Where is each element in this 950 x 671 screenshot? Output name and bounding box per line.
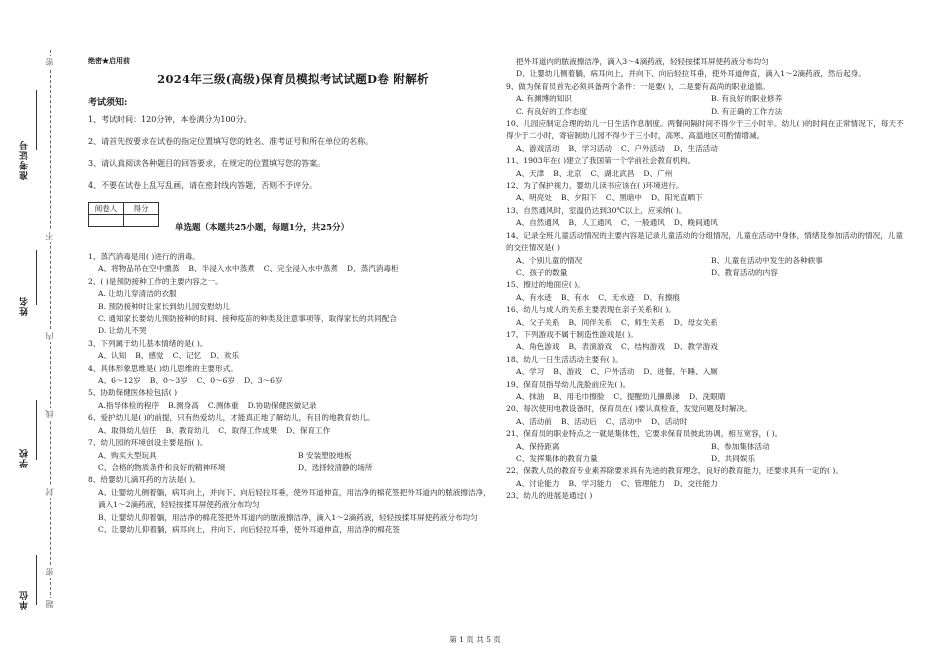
option-group [506,168,906,180]
option-group [506,478,906,490]
option-group [506,416,906,428]
answer-option: A. 有渊博的知识 [516,94,572,104]
answer-option: C、记忆 [172,351,202,361]
option-group [88,400,498,412]
option-group [506,93,906,118]
question-item [506,118,906,155]
answer-option: B、半浸入水中蒸煮 [188,264,255,274]
question-item [506,230,906,280]
answer-option: D、生活活动 [673,143,718,153]
q8-continued: 把外耳道内的脓液擦洁净，滴入3～4滴药液，轻轻按揉耳屏使药液分布均匀 [516,57,769,66]
answer-option: A.指导体检的程序 [98,400,160,410]
page-footer: 第 1 页 共 5 页 [449,635,501,644]
seal-char: 内 [45,332,54,340]
answer-option: D、欢乐 [210,351,240,361]
question-text: 15、擦过的地面应( )。 [506,280,585,290]
answer-option: B、学习能力 [568,478,613,488]
exam-number-line [36,90,37,150]
question-text: 12、为了保护视力，婴幼儿读书应该在( )环境进行。 [506,181,684,191]
q8-option-d: D、让婴幼儿侧着躺，病耳向上，并向下、向后轻拉耳垂，使外耳道伸直，滴入1～2滴药液，然后起身。 [516,69,866,79]
right-column [506,56,906,503]
answer-option: C、一般通风 [621,218,665,228]
answer-option: C. 通知家长要幼儿预防接种的时间、接种疫苗的种类及注意事项等，取得家长的共同配合 [98,314,397,324]
question-item [506,205,906,230]
option-group [88,263,498,275]
answer-option: B、学习活动 [568,143,613,153]
question-item [88,338,498,363]
answer-option: D、晚间通风 [673,218,718,228]
question-item [506,465,906,490]
seal-char: 密 [45,58,54,66]
answer-option: D、母女关系 [673,317,718,327]
seal-hint: 题 [45,600,54,608]
question-text: 14、记录全班儿童活动情况的主要内容是记录儿童活动的分组情况，儿童在活动中身体，情绪及参加活动的情况，儿童的交往情况是( ) [506,230,903,253]
question-continuation [506,56,906,81]
answer-option: B. 有良好的职业修养 [711,94,783,104]
answer-option: A、取得幼儿信任 [98,425,157,435]
question-item [88,474,498,536]
answer-option: A、让婴幼儿侧着躺，病耳向上，并向下、向后轻拉耳垂，使外耳道伸直，用洁净的棉花签把外耳道内的脓液擦洁净，滴入1～2滴药液，轻轻按揉耳屏使药液分布均匀 [98,487,491,510]
answer-option: B、人工通风 [568,218,613,228]
answer-option: C、孩子的数量 [516,267,568,277]
notice-item: 4、不要在试卷上乱写乱画，请在密封线内答题，否则不予评分。 [88,181,318,190]
notice-item: 2、请首先按要求在试卷的指定位置填写您的姓名、准考证号和所在单位的名称。 [88,137,374,146]
label-exam-number: 准考证号 [20,140,30,180]
question-item [88,387,498,412]
answer-option: A、父子关系 [516,317,560,327]
answer-option: C、无水迹 [598,292,635,302]
option-group [506,255,906,280]
answer-option: C、户外活动 [590,367,635,377]
question-list-left [88,251,498,536]
question-text: 5、协助保健医体检包括( ) [88,388,178,398]
answer-option: D.协助保健医做记录 [247,400,317,410]
answer-option: A、抹油 [516,391,545,401]
question-item [506,403,906,428]
answer-option: D、进餐、午睡、入厕 [643,367,718,377]
label-name: 姓名 [20,296,30,316]
answer-option: B、游戏 [553,367,582,377]
option-group [88,350,498,362]
question-item [88,363,498,388]
question-item [506,490,906,502]
notice-item: 3、请认真阅读各种题目的回答要求，在规定的位置填写您的答案。 [88,159,326,168]
name-line [36,250,37,305]
question-text: 16、幼儿与成人的关系主要表现在亲子关系和( )。 [506,305,676,315]
answer-option: C、管理能力 [621,478,665,488]
question-text: 11、1903年在( )建立了我国第一个学前社会教育机构。 [506,156,696,166]
option-group [506,143,906,155]
option-group [88,487,498,537]
answer-option: C、湖北武昌 [590,168,635,178]
answer-option: A、6～12岁 [98,376,141,386]
answer-option: D、有擦痕 [643,292,680,302]
answer-option: A、有水迹 [516,292,552,302]
question-text: 19、保育员指导幼儿洗脸前应先( )。 [506,379,631,389]
option-group [506,391,906,403]
question-text: 17、下列游戏不属于制造性游戏是( )。 [506,329,638,339]
option-group [506,217,906,229]
question-item [506,81,906,118]
answer-option: D、交往能力 [673,478,718,488]
answer-option: D. 有正确的工作方法 [711,106,783,116]
question-text: 7、幼儿园的环境创设主要是指( )。 [88,438,208,448]
score-cell[interactable] [124,215,159,227]
exam-title: 2024年三级(高级)保育员模拟考试试题D卷 附解析 [157,72,429,86]
option-group [88,288,498,338]
option-group [506,192,906,204]
answer-option: D、教学游戏 [673,342,718,352]
seal-char: 线 [45,410,54,418]
answer-option: C、完全浸入水中蒸煮 [263,264,338,274]
option-group [88,450,498,475]
answer-option: A、活动前 [516,416,552,426]
question-text: 10、儿园应制定合理的幼儿一日生活作息制度。两餐间隔时间不得少于三小时半。幼儿( )的时间在正常情况下，每天不得少于二小时，寄宿制幼儿园不得少于三小时，高寒、高温地区可酌情增减。 [506,119,904,141]
secret-mark: 绝密★启用前 [88,56,130,65]
question-item [506,180,906,205]
answer-option: A、将物品吊在空中熏蒸 [98,264,180,274]
binding-margin [0,0,72,671]
reviewer-header: 阅卷人 [89,203,124,215]
option-group [506,292,906,304]
question-item [506,155,906,180]
answer-option: C、合格的物质条件和良好的精神环境 [98,462,226,472]
answer-option: A、明亮处 [516,193,552,203]
answer-option: C、提醒幼儿擤鼻涕 [613,391,680,401]
answer-option: A、保持距离 [516,441,560,451]
answer-option: A、自然通风 [516,218,560,228]
answer-option: C、活动中 [605,416,643,426]
question-text: 18、幼儿一日生活活动主要有( )。 [506,354,623,364]
option-group [506,366,906,378]
answer-option: A、游戏活动 [516,143,560,153]
answer-option: C、结构游戏 [621,342,665,352]
question-text: 21、保育员的职业特点之一就是集体性，它要求保育员彼此协调，相互宽容，( )。 [506,429,783,439]
question-text: 20、每次使用电教设备时，保育员在( )要认真检查，发觉问题及时解决。 [506,404,752,414]
left-column [88,56,498,536]
answer-option: D、阳光直晒下 [651,193,703,203]
score-row [88,202,498,233]
answer-option: C、让婴幼儿仰着躺，病耳向上，并向下、向后轻拉耳垂，使外耳道伸直，用洁净的棉花签 [98,524,400,534]
answer-option: D. 让幼儿不哭 [98,326,147,336]
answer-option: D、洗眼睛 [688,391,726,401]
question-item [506,428,906,465]
answer-option: A. 让幼儿穿清洁的衣服 [98,289,177,299]
question-text: 22、保教人员的教育专业素养除要求具有先进的教育理念，良好的教育能力，还要求具有一定的( )。 [506,466,843,476]
score-table [88,202,159,227]
answer-option: B、北京 [553,168,582,178]
question-text: 4、具体形象思维是( )幼儿思维的主要形式。 [88,363,238,373]
answer-option: B、让婴幼儿仰着躺，用洁净的棉花签把外耳道内的脓液擦洁净，滴入1～2滴药液，轻轻按揉耳屏使药液分布均匀 [98,512,478,522]
answer-option: B、用毛巾擦脸 [553,391,605,401]
label-unit: 单位 [20,590,30,610]
option-group [88,375,498,387]
question-item [506,379,906,404]
question-item [506,279,906,304]
answer-option: A、个别儿童的情况 [516,255,583,265]
seal-char: 密 [45,568,54,576]
question-item [88,437,498,474]
question-text: 2、( )是预防接种工作的主要内容之一。 [88,276,223,286]
question-item [88,251,498,276]
notice-title: 考试须知: [88,98,128,108]
answer-option: C、发挥集体的教育力量 [516,454,598,463]
answer-option: B、参加集体活动 [711,441,770,451]
answer-option: B、儿童在活动中发生的各种轶事 [711,255,823,265]
option-group [88,425,498,437]
seal-char: 封 [45,488,54,496]
reviewer-cell[interactable] [89,215,124,227]
question-item [506,304,906,329]
answer-option: B、有水 [560,292,590,302]
score-header: 得分 [124,203,159,215]
answer-option: B、同伴关系 [568,317,613,327]
question-text: 3、下列属于幼儿基本情绪的是( )。 [88,338,208,348]
answer-option: B、0～3岁 [149,376,188,386]
school-line [36,400,37,460]
question-text: 1、蒸汽消毒是用( )进行的消毒。 [88,252,200,261]
answer-option: A、讨论能力 [516,478,560,488]
unit-line [36,555,37,605]
answer-option: C. 有良好的工作态度 [516,106,588,116]
answer-option: A、认知 [98,351,127,361]
question-item [88,276,498,338]
option-group [506,341,906,353]
question-text: 6、爱护幼儿是( )的前提，只有热爱幼儿，才能真正地了解幼儿，有目的地教育幼儿。 [88,413,375,423]
answer-option: C、户外活动 [621,143,665,153]
option-group [506,317,906,329]
answer-option: A、购买大型玩具 [98,450,157,460]
answer-option: B、夕阳下 [560,193,597,203]
answer-option: C.测体重 [207,400,239,410]
answer-option: D、共同娱乐 [711,454,756,463]
answer-option: B、感觉 [135,351,164,361]
answer-option: B 安装塑胶地板 [298,450,352,460]
answer-option: C、黑暗中 [605,193,643,203]
answer-option: A、学习 [516,367,545,377]
answer-option: C、0～6岁 [196,376,236,386]
answer-option: B. 预防接种时让家长到幼儿园安慰幼儿 [98,301,230,311]
answer-option: D、保育工作 [286,425,331,435]
answer-option: D、3～6岁 [244,376,283,386]
answer-option: D、教育活动的内容 [711,267,778,277]
answer-option: B、活动后 [560,416,597,426]
answer-option: A、角色游戏 [516,342,560,352]
answer-option: D、选择较清静的场所 [298,462,373,472]
option-group [506,441,906,466]
question-text: 13、自然通风时，室温仍达到30℃以上，应采纳( )。 [506,205,687,215]
answer-option: B.测身高 [168,400,199,410]
label-school: 学校 [20,448,30,468]
question-item [506,354,906,379]
section-title: 单选题（本题共25小题，每题1分，共25分） [175,223,350,233]
answer-option: A、天津 [516,168,545,178]
answer-option: B、表演游戏 [568,342,613,352]
answer-option: B、教育幼儿 [165,425,210,435]
answer-option: D、广州 [643,168,673,178]
notice-item: 1、考试时间：120分钟，本卷满分为100分。 [88,115,252,124]
question-item [88,412,498,437]
answer-option: C、取得工作成果 [218,425,278,435]
answer-option: D、活动时 [651,416,688,426]
answer-option: D、蒸汽消毒柜 [346,264,399,274]
question-text: 8、给婴幼儿滴耳药的方法是( )。 [88,475,200,485]
question-item [506,329,906,354]
question-text: 9、做为保育员首先必须具备两个条件：一是要( )，二是要有高尚的职业道德。 [506,81,770,91]
question-text: 23、幼儿的进展是通过( ) [506,491,593,501]
question-list-right [506,81,906,503]
answer-option: C、师生关系 [621,317,665,327]
seal-char: 不 [45,232,54,240]
